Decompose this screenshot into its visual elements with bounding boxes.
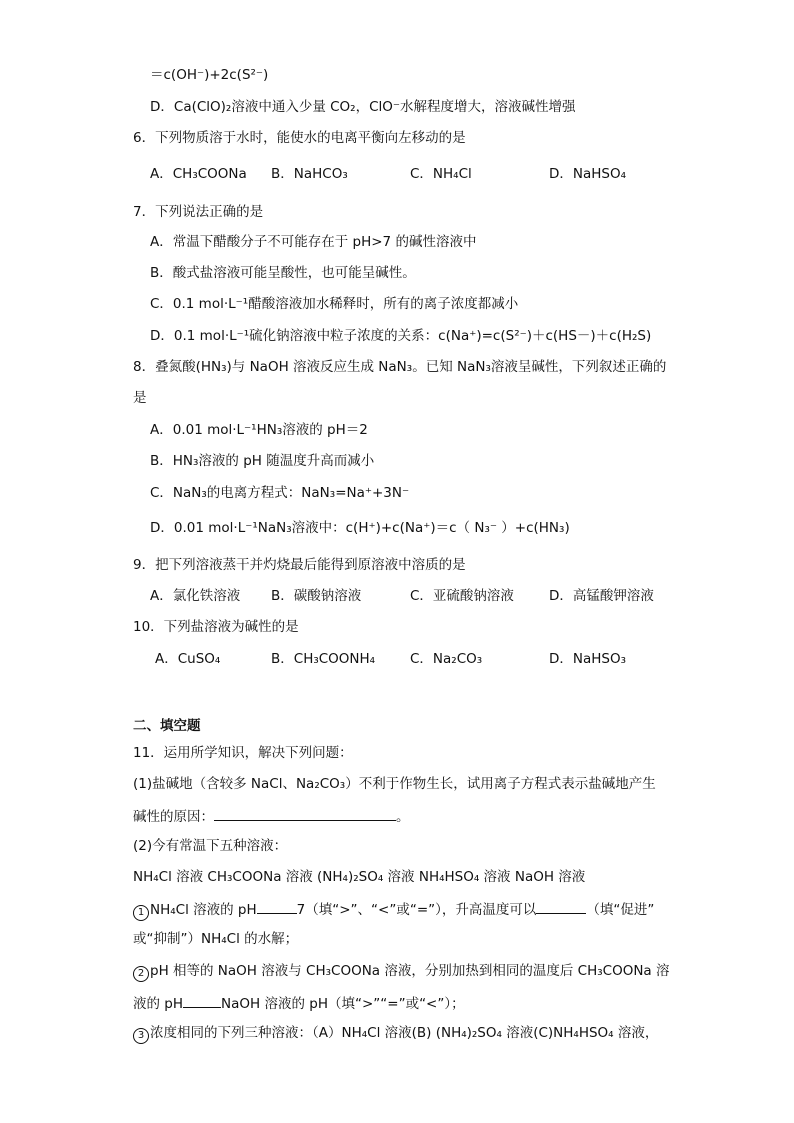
q10-option-c: C．Na₂CO₃ <box>410 651 483 667</box>
q11-part1-line-1: (1)盐碱地（含较多 NaCl、Na₂CO₃）不利于作物生长，试用离子方程式表示盐碱地产生 <box>133 776 656 792</box>
q9-option-b: B．碳酸钠溶液 <box>271 588 362 604</box>
q11-item-1-line-1 <box>133 899 654 921</box>
q9-stem: 9．把下列溶液蒸干并灼烧最后能得到原溶液中溶质的是 <box>133 557 466 573</box>
circled-number-3: 3 <box>133 1028 149 1044</box>
q8-option-c: C．NaN₃的电离方程式：NaN₃=Na⁺+3N⁻ <box>150 485 410 501</box>
q11-item-1-text-c: （填“促进” <box>586 902 655 918</box>
q11-stem: 11．运用所学知识，解决下列问题： <box>133 745 353 761</box>
q6-option-c: C．NH₄Cl <box>410 166 472 182</box>
q11-part2-intro: (2)今有常温下五种溶液： <box>133 838 288 854</box>
q8-stem-line-1: 8．叠氮酸(HN₃)与 NaOH 溶液反应生成 NaN₃。已知 NaN₃溶液呈碱性，下列叙述正确的 <box>133 359 667 375</box>
q11-item-1-text-b: 7（填“>”、“<”或“=”），升高温度可以 <box>296 902 537 918</box>
q8-option-b: B．HN₃溶液的 pH 随温度升高而减小 <box>150 453 375 469</box>
answer-blank-3[interactable] <box>536 899 586 914</box>
q8-stem-line-2: 是 <box>133 390 147 406</box>
q6-option-b: B．NaHCO₃ <box>271 166 348 182</box>
q11-item-1-line-2: 或“抑制”）NH₄Cl 的水解； <box>133 931 299 947</box>
q11-item-2-text-b: 液的 pH <box>133 996 184 1012</box>
q10-option-d: D．NaHSO₃ <box>549 651 627 667</box>
q11-part1-suffix: 。 <box>396 809 410 825</box>
q11-part1-line-2 <box>133 806 410 826</box>
q8-option-d: D．0.01 mol·L⁻¹NaN₃溶液中：c(H⁺)+c(Na⁺)＝c（ N₃⁻ ）+c(HN₃) <box>150 520 570 536</box>
q11-item-2-line-2 <box>133 993 465 1013</box>
top-line-2: D．Ca(ClO)₂溶液中通入少量 CO₂，ClO⁻水解程度增大，溶液碱性增强 <box>150 99 576 115</box>
q10-option-b: B．CH₃COONH₄ <box>271 651 376 667</box>
answer-blank-1[interactable] <box>214 806 396 821</box>
section-title: 二、填空题 <box>133 718 201 734</box>
q11-item-3-line-1 <box>133 1024 658 1044</box>
q7-option-d: D．0.1 mol·L⁻¹硫化钠溶液中粒子浓度的关系：c(Na⁺)=c(S²⁻)＋c(HS－)＋c(H₂S) <box>150 328 652 344</box>
q10-option-a: A．CuSO₄ <box>155 651 221 667</box>
top-line-1: ＝c(OH⁻)+2c(S²⁻) <box>150 67 269 83</box>
q11-part2-list: NH₄Cl 溶液 CH₃COONa 溶液 (NH₄)₂SO₄ 溶液 NH₄HSO₄ 溶液 NaOH 溶液 <box>133 869 586 885</box>
q6-option-a: A．CH₃COONa <box>150 166 247 182</box>
q6-option-d: D．NaHSO₄ <box>549 166 627 182</box>
q11-item-3-text-a: 浓度相同的下列三种溶液：（A）NH₄Cl 溶液(B) (NH₄)₂SO₄ 溶液(C)NH₄HSO₄ 溶液， <box>150 1025 659 1041</box>
answer-blank-4[interactable] <box>183 993 221 1008</box>
q7-option-b: B．酸式盐溶液可能呈酸性，也可能呈碱性。 <box>150 265 416 281</box>
q6-stem: 6．下列物质溶于水时，能使水的电离平衡向左移动的是 <box>133 130 466 146</box>
q11-part1-prefix: 碱性的原因： <box>133 809 214 825</box>
q11-item-1-text-a: NH₄Cl 溶液的 pH <box>150 902 257 918</box>
q9-option-c: C．亚硫酸钠溶液 <box>410 588 514 604</box>
q7-option-a: A．常温下醋酸分子不可能存在于 pH>7 的碱性溶液中 <box>150 234 477 250</box>
q11-item-2-text-a: pH 相等的 NaOH 溶液与 CH₃COONa 溶液，分别加热到相同的温度后 CH₃COONa 溶 <box>150 963 670 979</box>
q8-option-a: A．0.01 mol·L⁻¹HN₃溶液的 pH＝2 <box>150 422 368 438</box>
q11-item-2-line-1 <box>133 962 670 982</box>
circled-number-1: 1 <box>133 905 149 921</box>
q10-stem: 10．下列盐溶液为碱性的是 <box>133 619 299 635</box>
q11-item-2-text-c: NaOH 溶液的 pH（填“>”“=”或“<”）； <box>221 996 465 1012</box>
q9-option-a: A．氯化铁溶液 <box>150 588 241 604</box>
q9-option-d: D．高锰酸钾溶液 <box>549 588 654 604</box>
circled-number-2: 2 <box>133 966 149 982</box>
answer-blank-2[interactable] <box>257 899 297 914</box>
q7-stem: 7．下列说法正确的是 <box>133 204 264 220</box>
q7-option-c: C．0.1 mol·L⁻¹醋酸溶液加水稀释时，所有的离子浓度都减小 <box>150 296 519 312</box>
